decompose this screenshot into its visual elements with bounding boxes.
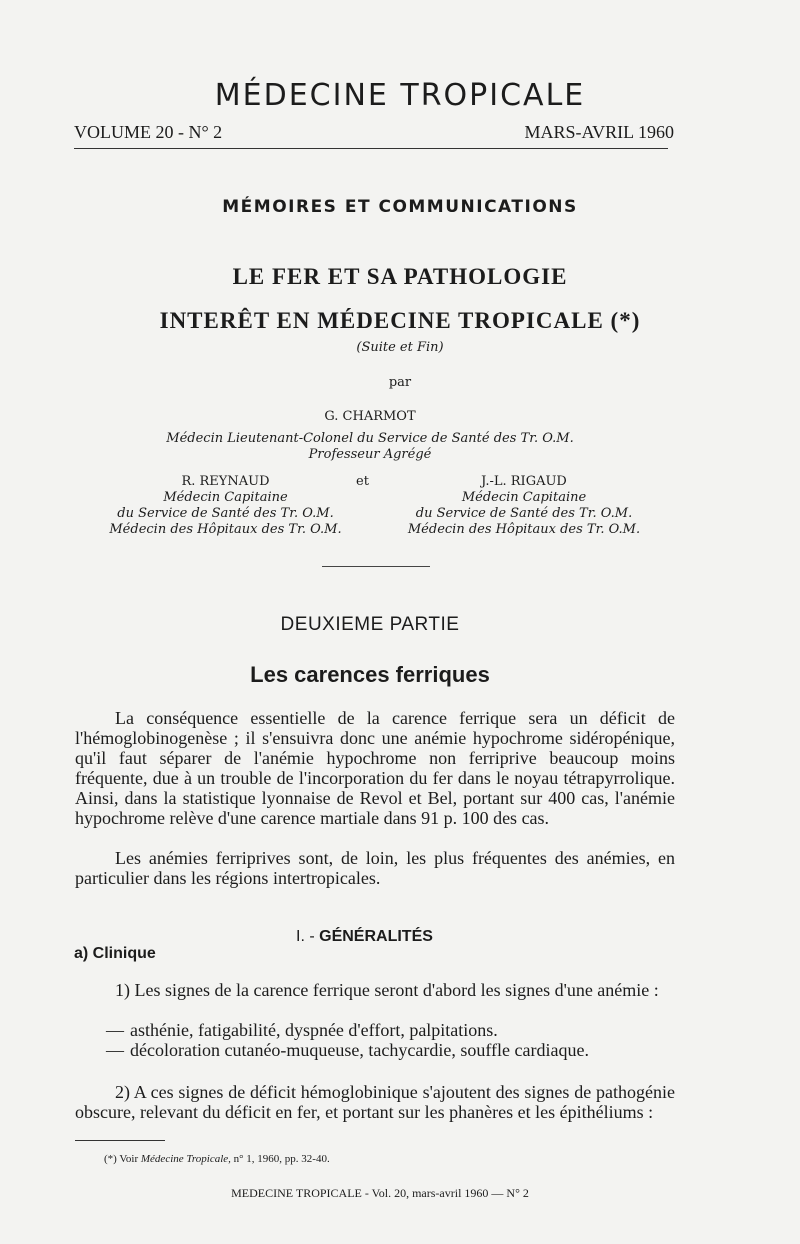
author-reynaud: R. REYNAUD: [181, 474, 270, 489]
paragraph-2: Les anémies ferriprives sont, de loin, les plus fréquentes des anémies, en particulier dans les régions intertropicales.: [75, 848, 675, 888]
chapter-title: Les carences ferriques: [250, 662, 490, 687]
list-item: [106, 1040, 676, 1060]
article-subtitle: (Suite et Fin): [356, 340, 444, 355]
section-heading: [296, 928, 433, 946]
author-rigaud: J.-L. RIGAUD: [481, 474, 567, 489]
paragraph-1: La conséquence essentielle de la carence ferrique sera un déficit de l'hémoglobinogenèse ; il s'ensuivra donc une anémie hypochrome sidéropénique, qu'il faut séparer de l'anémie hypochrome non ferriprive beaucoup moins fréquente, due à un trouble de l'incorporation du fer dans le noyau tétrapyrrolique. Ainsi, dans la statistique lyonnaise de Revol et Bel, portant sur 400 cas, l'anémie hypochrome relève d'une carence martiale dans 91 p. 100 des cas.: [75, 708, 675, 828]
list-dash: —: [106, 1020, 124, 1040]
article-title-line-2: INTERÊT EN MÉDECINE TROPICALE (*): [159, 308, 641, 333]
author-rigaud-hospital: Médecin des Hôpitaux des Tr. O.M.: [407, 522, 641, 537]
subsection-heading: a) Clinique: [74, 945, 156, 962]
author-reynaud-block: [98, 474, 353, 538]
list-item-text: décoloration cutanéo-muqueuse, tachycardie, souffle cardiaque.: [130, 1040, 589, 1060]
footnote-text: Voir: [119, 1153, 139, 1165]
by-line: par: [388, 375, 412, 390]
author-rigaud-service: du Service de Santé des Tr. O.M.: [415, 506, 633, 521]
list-dash: —: [106, 1040, 124, 1060]
author-reynaud-hospital: Médecin des Hôpitaux des Tr. O.M.: [109, 522, 342, 537]
section-title: GÉNÉRALITÉS: [319, 928, 433, 945]
author-charmot-affiliation: Médecin Lieutenant-Colonel du Service de Santé des Tr. O.M.: [166, 431, 574, 446]
list-item: [106, 1020, 676, 1040]
issue-date: MARS-AVRIL 1960: [524, 122, 674, 142]
section-rubric: MÉMOIRES ET COMMUNICATIONS: [222, 197, 578, 217]
paragraph-3: 1) Les signes de la carence ferrique seront d'abord les signes d'une anémie :: [115, 980, 659, 1000]
footnote-details: n° 1, 1960, pp. 32-40.: [233, 1153, 330, 1165]
footnote-reference: Médecine Tropicale,: [140, 1153, 231, 1165]
page-footer: MEDECINE TROPICALE - Vol. 20, mars-avril 1960 — N° 2: [231, 1186, 529, 1200]
author-reynaud-service: du Service de Santé des Tr. O.M.: [117, 506, 334, 521]
author-rigaud-block: [396, 474, 652, 538]
paragraph-4: 2) A ces signes de déficit hémoglobinique s'ajoutent des signes de pathogénie obscure, relevant du déficit en fer, et portant sur les phanères et les épithéliums :: [75, 1082, 675, 1122]
author-conjunction: et: [356, 474, 369, 489]
volume-number: VOLUME 20 - N° 2: [74, 122, 223, 142]
author-reynaud-rank: Médecin Capitaine: [163, 490, 288, 505]
article-title-line-1: LE FER ET SA PATHOLOGIE: [232, 264, 568, 289]
author-charmot: G. CHARMOT: [324, 409, 416, 424]
footnote: [104, 1153, 330, 1165]
footnote-rule: [75, 1140, 165, 1141]
author-rigaud-rank: Médecin Capitaine: [461, 490, 587, 505]
list-item-text: asthénie, fatigabilité, dyspnée d'effort, palpitations.: [130, 1020, 498, 1040]
journal-title: MÉDECINE TROPICALE: [214, 78, 586, 113]
header-rule: [74, 148, 668, 149]
section-number: I. -: [296, 928, 315, 945]
footnote-mark: (*): [104, 1153, 117, 1165]
author-charmot-title: Professeur Agrégé: [308, 447, 432, 462]
part-title: DEUXIEME PARTIE: [280, 614, 460, 635]
separator-rule: [322, 566, 430, 567]
